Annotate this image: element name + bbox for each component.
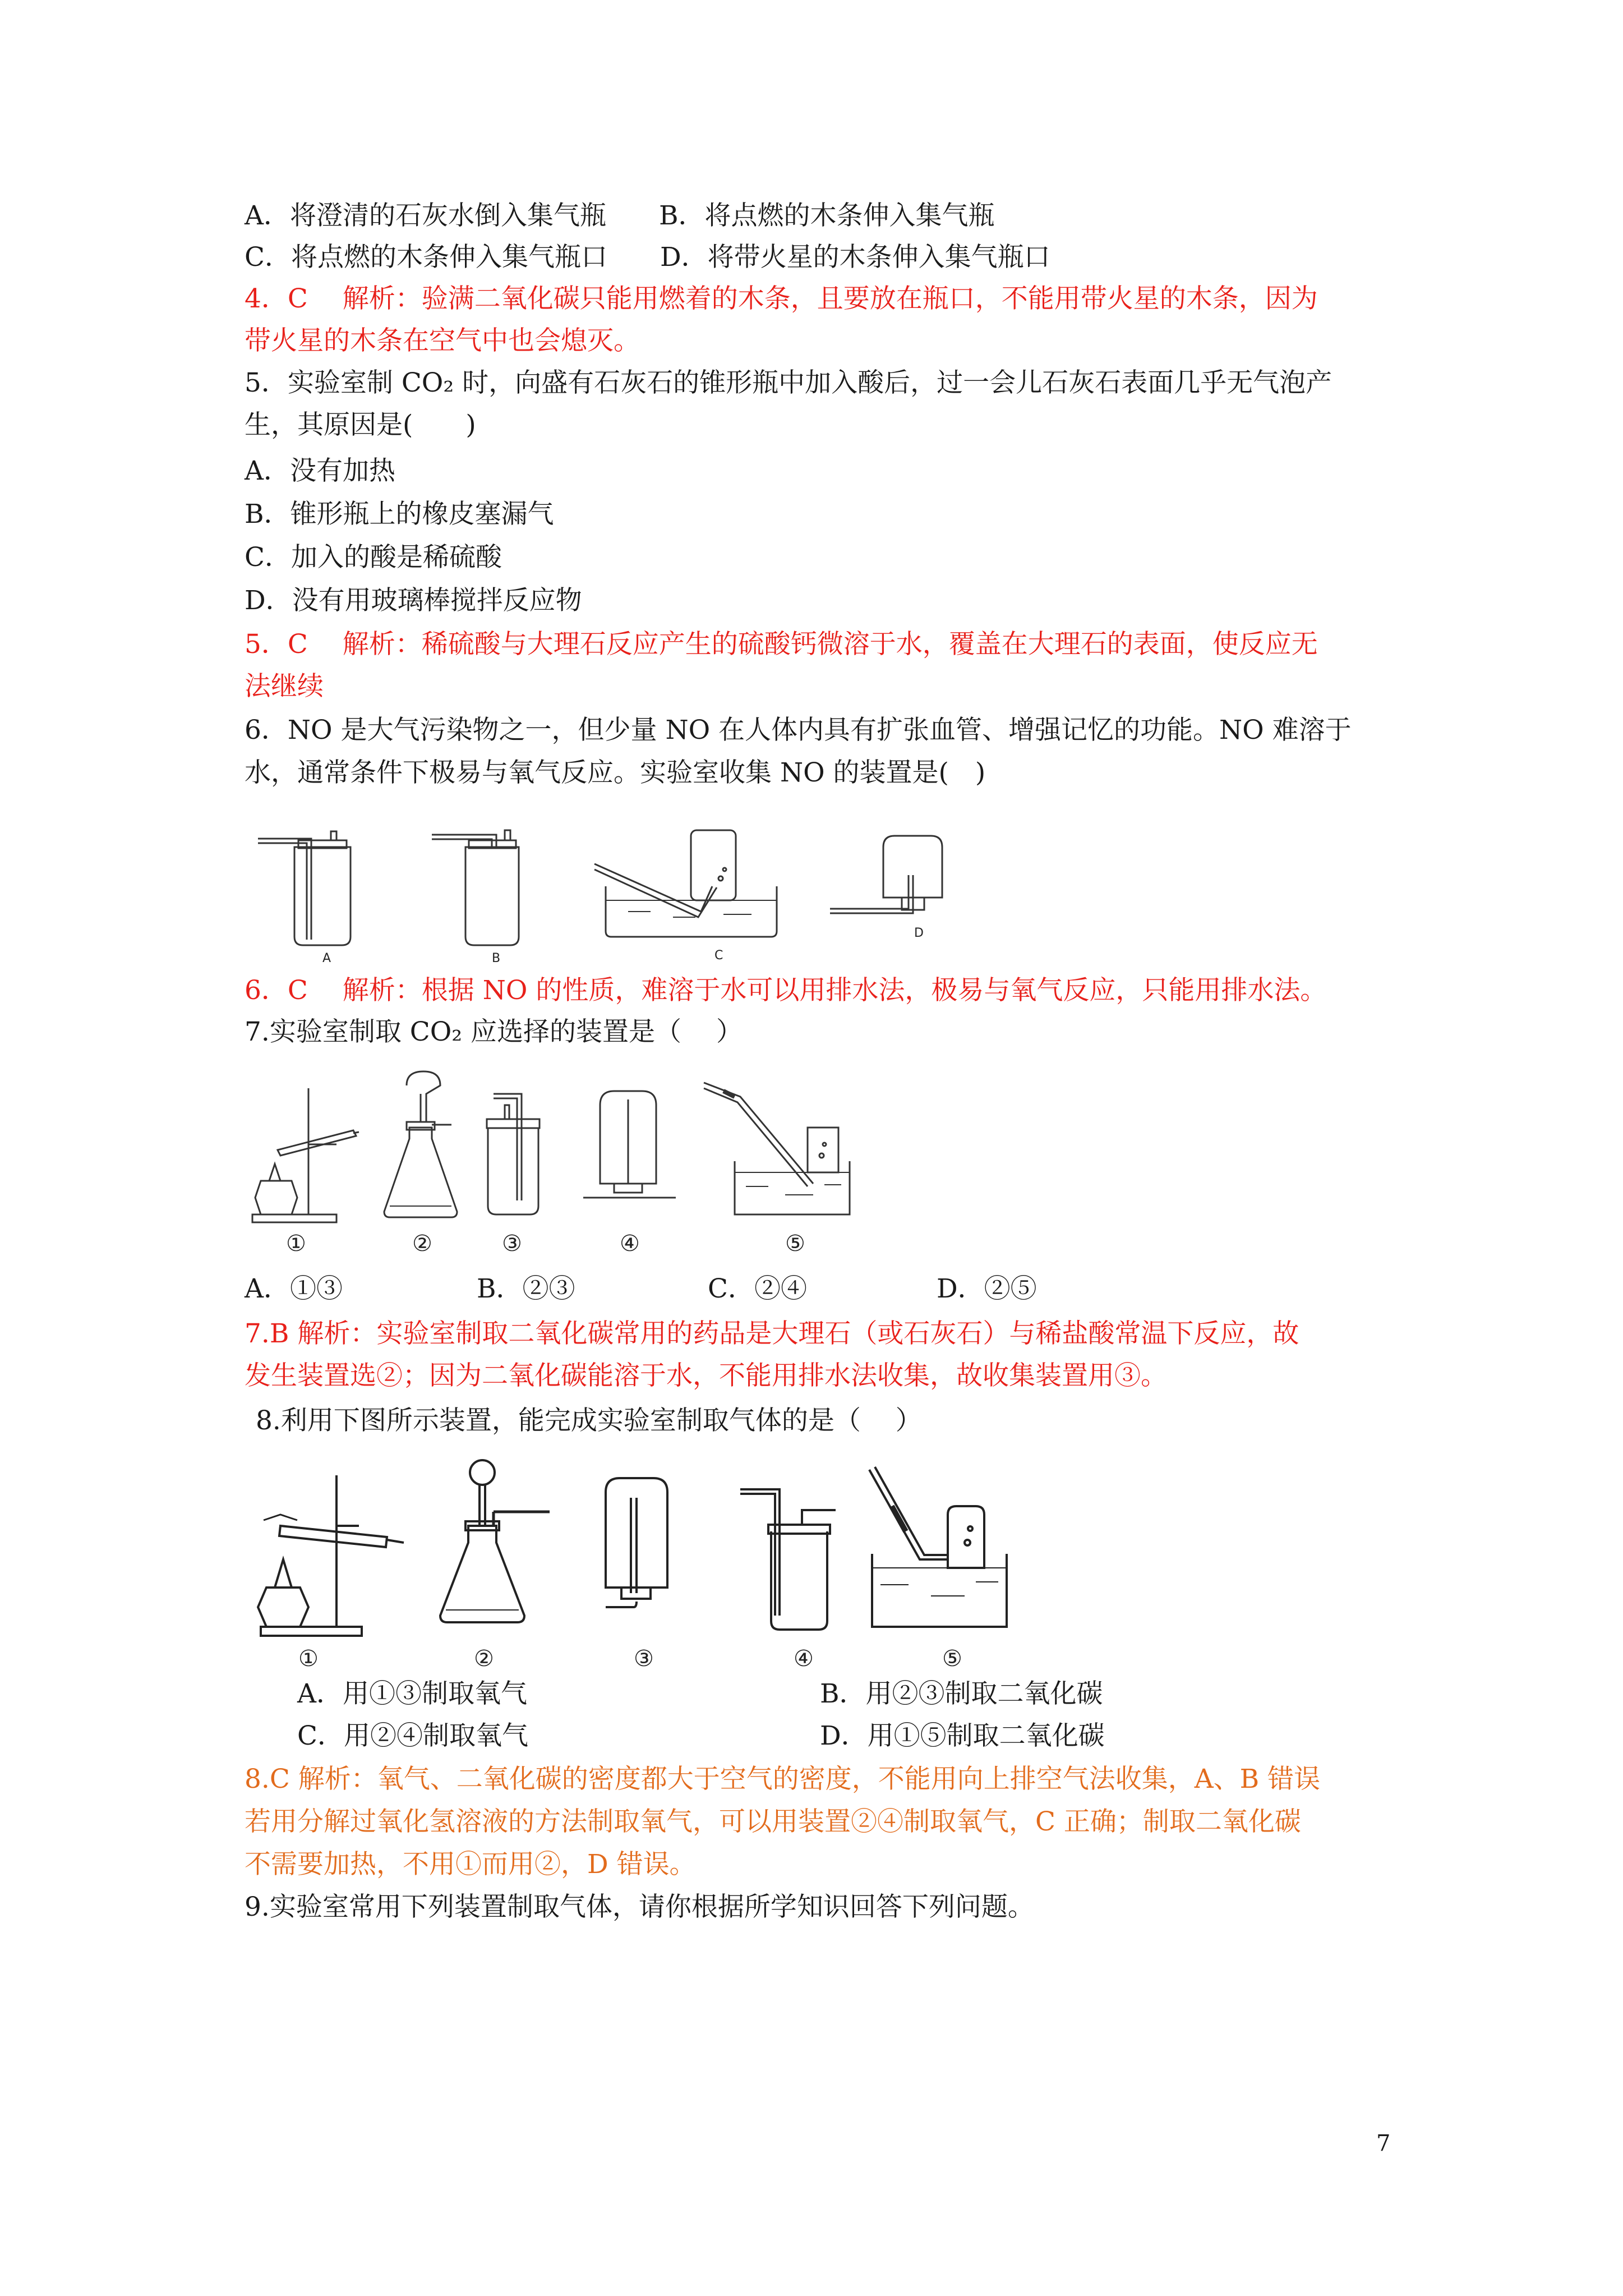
- q5-option-b: B．锥形瓶上的橡皮塞漏气: [245, 499, 554, 530]
- q7-label-4: ④: [620, 1231, 640, 1257]
- q7-device-4: [583, 1091, 676, 1198]
- q9-stem: 9.实验室常用下列装置制取气体，请你根据所学知识回答下列问题。: [245, 1892, 1034, 1922]
- q7-label-3: ③: [502, 1231, 522, 1257]
- q7-option-b: B．②③: [477, 1273, 575, 1304]
- q8-option-b: B．用②③制取二氧化碳: [820, 1678, 1103, 1709]
- q8-answer-line3: 不需要加热，不用①而用②，D 错误。: [245, 1849, 696, 1880]
- q4-answer-line1: 4．C 解析：验满二氧化碳只能用燃着的木条，且要放在瓶口，不能用带火星的木条，因为: [245, 283, 1318, 314]
- q6-label-d: D: [914, 926, 924, 940]
- q6-stem-line1: 6．NO 是大气污染物之一，但少量 NO 在人体内具有扩张血管、增强记忆的功能。NO 难溶于: [245, 715, 1352, 746]
- q8-label-4: ④: [794, 1646, 814, 1672]
- q5-option-d: D．没有用玻璃棒搅拌反应物: [245, 585, 582, 616]
- q8-option-c: C．用②④制取氧气: [297, 1720, 528, 1751]
- q8-option-a: A．用①③制取氧气: [297, 1678, 527, 1709]
- q7-device-1: [252, 1088, 359, 1222]
- q7-option-c: C．②④: [708, 1273, 807, 1304]
- q8-answer-line1: 8.C 解析：氧气、二氧化碳的密度都大于空气的密度，不能用向上排空气法收集，A、B 错误: [245, 1764, 1321, 1795]
- q5-option-a: A．没有加热: [245, 455, 395, 486]
- q8-device-5: [869, 1467, 1007, 1627]
- q6-bottle-a: [258, 831, 351, 945]
- q8-label-3: ③: [634, 1646, 654, 1672]
- q8-device-2: [440, 1460, 550, 1622]
- q8-label-5: ⑤: [942, 1646, 962, 1672]
- q8-apparatus-figure: [247, 1458, 1054, 1672]
- q7-stem: 7.实验室制取 CO₂ 应选择的装置是（ ）: [245, 1016, 743, 1047]
- q5-stem-line2: 生，其原因是( ): [245, 409, 476, 440]
- q8-stem: 8.利用下图所示装置，能完成实验室制取气体的是（ ）: [256, 1405, 922, 1436]
- q6-bottle-d: [830, 836, 942, 913]
- q7-label-2: ②: [412, 1231, 432, 1257]
- q5-option-c: C．加入的酸是稀硫酸: [245, 542, 502, 573]
- q7-apparatus-figure: [247, 1066, 942, 1257]
- q6-stem-line2: 水，通常条件下极易与氧气反应。实验室收集 NO 的装置是( ): [245, 757, 986, 788]
- q4-answer-line2: 带火星的木条在空气中也会熄灭。: [245, 325, 640, 356]
- q8-device-3: [606, 1478, 667, 1607]
- q7-option-d: D．②⑤: [937, 1273, 1037, 1304]
- q6-answer: 6．C 解析：根据 NO 的性质，难溶于水可以用排水法，极易与氧气反应，只能用排水法。: [245, 975, 1327, 1006]
- q8-answer-line2: 若用分解过氧化氢溶液的方法制取氧气，可以用装置②④制取氧气，C 正确；制取二氧化碳: [245, 1806, 1301, 1837]
- q7-label-1: ①: [286, 1231, 306, 1257]
- q8-option-d: D．用①⑤制取二氧化碳: [820, 1720, 1105, 1751]
- q6-label-b: B: [492, 951, 501, 965]
- q8-device-1: [258, 1475, 404, 1636]
- page-number: 7: [1376, 2131, 1391, 2156]
- q8-label-1: ①: [298, 1646, 319, 1672]
- q7-option-a: A．①③: [245, 1273, 343, 1304]
- q6-apparatus-figure: [247, 825, 993, 965]
- q4-options-ab: A．将澄清的石灰水倒入集气瓶 B．将点燃的木条伸入集气瓶: [245, 200, 995, 231]
- q6-trough-c: [594, 830, 777, 937]
- q4-options-cd: C．将点燃的木条伸入集气瓶口 D．将带火星的木条伸入集气瓶口: [245, 242, 1050, 273]
- q7-device-5: [704, 1083, 850, 1214]
- q7-answer-line2: 发生装置选②；因为二氧化碳能溶于水，不能用排水法收集，故收集装置用③。: [245, 1360, 1167, 1391]
- q8-device-4: [740, 1489, 836, 1630]
- q6-bottle-b: [432, 830, 519, 945]
- q6-label-a: A: [322, 951, 331, 965]
- q5-answer-line1: 5．C 解析：稀硫酸与大理石反应产生的硫酸钙微溶于水，覆盖在大理石的表面，使反应无: [245, 629, 1318, 660]
- q5-stem-line1: 5．实验室制 CO₂ 时，向盛有石灰石的锥形瓶中加入酸后，过一会儿石灰石表面几乎无气泡产: [245, 367, 1332, 398]
- q5-answer-line2: 法继续: [245, 671, 324, 702]
- q8-label-2: ②: [474, 1646, 494, 1672]
- q7-label-5: ⑤: [785, 1231, 805, 1257]
- q7-device-2: [384, 1071, 457, 1217]
- q7-answer-line1: 7.B 解析：实验室制取二氧化碳常用的药品是大理石（或石灰石）与稀盐酸常温下反应，故: [245, 1318, 1299, 1349]
- q6-label-c: C: [714, 949, 723, 963]
- q7-device-3: [487, 1094, 540, 1214]
